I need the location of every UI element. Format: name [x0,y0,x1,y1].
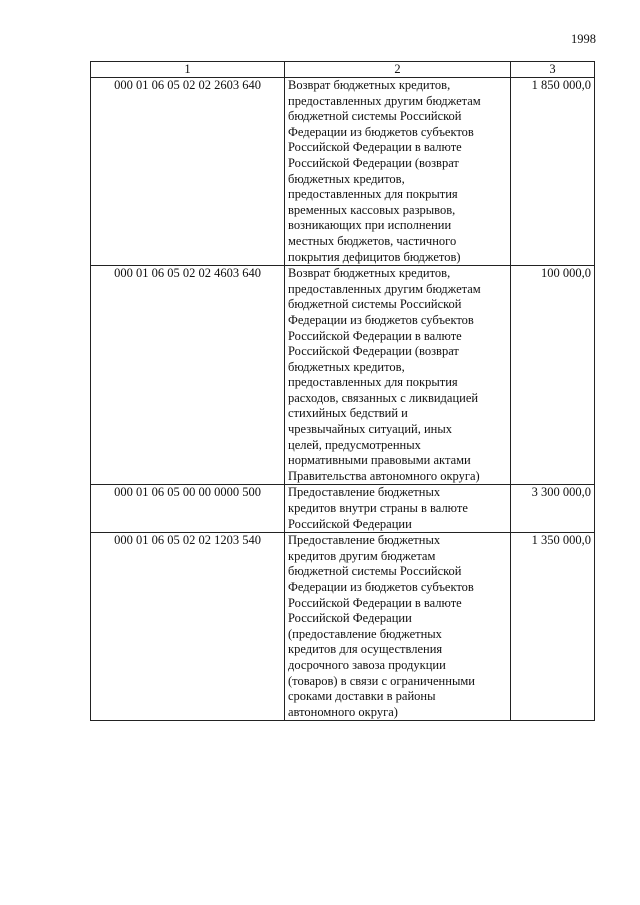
item-name-cell: Предоставление бюджетных кредитов внутри страны в валюте Российской Федерации [285,485,511,533]
budget-code-cell: 000 01 06 05 02 02 2603 640 [91,78,285,266]
item-name-cell: Предоставление бюджетных кредитов другим бюджетам бюджетной системы Российской Федерации из бюджетов субъектов Российской Федерации в валюте Российской Федерации (предоставление бюджетных кредитов для осуществления досрочного завоза продукции (товаров) в связи с ограниченными сроками доставки в районы автономного округа) [285,533,511,721]
amount-cell: 3 300 000,0 [511,485,595,533]
page-number: 1998 [571,32,596,46]
amount-cell: 1 850 000,0 [511,78,595,266]
table-row [91,485,595,533]
amount-cell: 100 000,0 [511,266,595,485]
budget-sources-table [90,61,595,721]
table-row [91,533,595,721]
column-header-code: 1 [91,62,285,78]
item-name-cell: Возврат бюджетных кредитов, предоставленных другим бюджетам бюджетной системы Российской Федерации из бюджетов субъектов Российской Федерации в валюте Российской Федерации (возврат бюджетных кредитов, предоставленных для покрытия временных кассовых разрывов, возникающих при исполнении местных бюджетов, частичного покрытия дефицитов бюджетов) [285,78,511,266]
column-header-amount: 3 [511,62,595,78]
item-name-cell: Возврат бюджетных кредитов, предоставленных другим бюджетам бюджетной системы Российской Федерации из бюджетов субъектов Российской Федерации в валюте Российской Федерации (возврат бюджетных кредитов, предоставленных для покрытия расходов, связанных с ликвидацией стихийных бедствий и чрезвычайных ситуаций, иных целей, предусмотренных нормативными правовыми актами Правительства автономного округа) [285,266,511,485]
table-row [91,266,595,485]
column-header-name: 2 [285,62,511,78]
table-row [91,78,595,266]
budget-code-cell: 000 01 06 05 02 02 1203 540 [91,533,285,721]
budget-code-cell: 000 01 06 05 02 02 4603 640 [91,266,285,485]
table-header-row [91,62,595,78]
amount-cell: 1 350 000,0 [511,533,595,721]
budget-code-cell: 000 01 06 05 00 00 0000 500 [91,485,285,533]
